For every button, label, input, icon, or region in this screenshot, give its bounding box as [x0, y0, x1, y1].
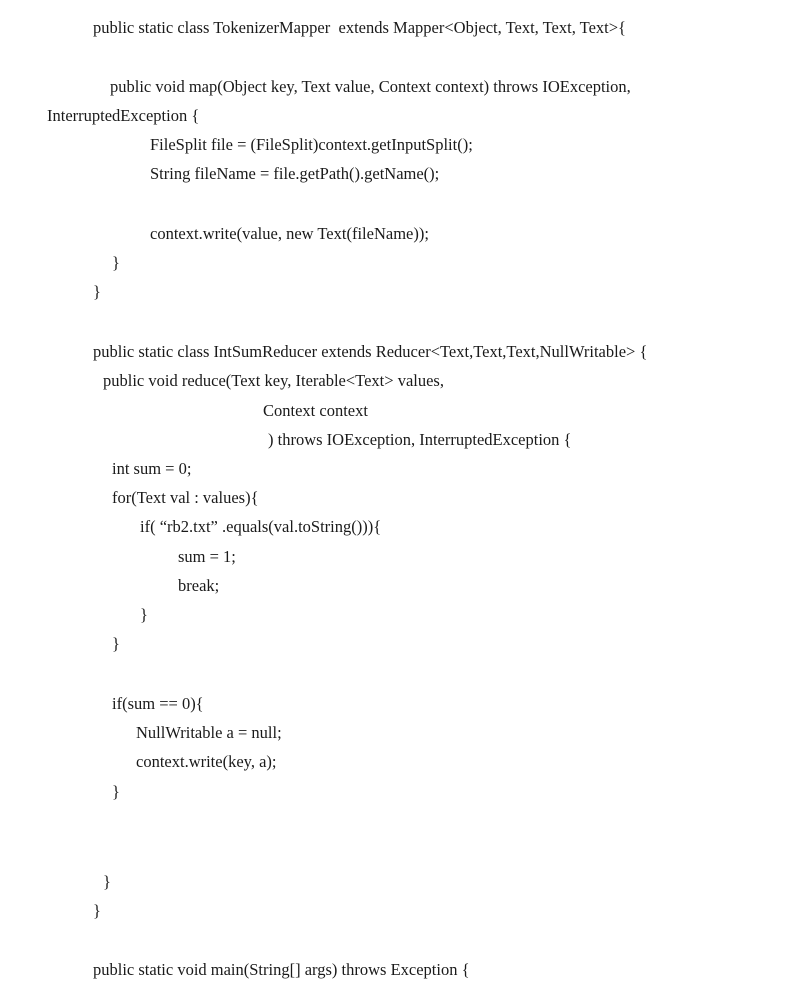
code-line-21: NullWritable a = null; — [136, 723, 282, 742]
code-line-12: ) throws IOException, InterruptedException { — [268, 430, 572, 449]
code-line-13: int sum = 0; — [112, 459, 192, 478]
code-line-9: public static class IntSumReducer extends Reducer<Text,Text,Text,NullWritable> { — [93, 342, 648, 361]
code-line-3: InterruptedException { — [47, 106, 200, 125]
code-line-1: public static class TokenizerMapper extends Mapper<Object, Text, Text, Text>{ — [93, 18, 626, 37]
code-line-7: } — [112, 253, 120, 272]
code-line-5: String fileName = file.getPath().getName(); — [150, 164, 440, 183]
code-line-10: public void reduce(Text key, Iterable<Text> values, — [103, 371, 444, 390]
code-line-4: FileSplit file = (FileSplit)context.getInputSplit(); — [150, 135, 473, 154]
code-line-6: context.write(value, new Text(fileName)); — [150, 224, 429, 243]
code-line-2: public void map(Object key, Text value, Context context) throws IOException, — [110, 77, 631, 96]
code-line-11: Context context — [263, 401, 368, 420]
code-line-25: } — [93, 901, 101, 920]
code-line-23: } — [112, 782, 120, 801]
code-line-22: context.write(key, a); — [136, 752, 277, 771]
code-line-15: if( “rb2.txt” .equals(val.toString())){ — [140, 517, 382, 536]
code-line-16: sum = 1; — [178, 547, 236, 566]
code-line-18: } — [140, 605, 148, 624]
code-line-20: if(sum == 0){ — [112, 694, 204, 713]
code-line-14: for(Text val : values){ — [112, 488, 259, 507]
code-line-19: } — [112, 634, 120, 653]
code-line-26: public static void main(String[] args) throws Exception { — [93, 960, 470, 979]
code-line-8: } — [93, 282, 101, 301]
code-line-24: } — [103, 872, 111, 891]
code-line-17: break; — [178, 576, 220, 595]
